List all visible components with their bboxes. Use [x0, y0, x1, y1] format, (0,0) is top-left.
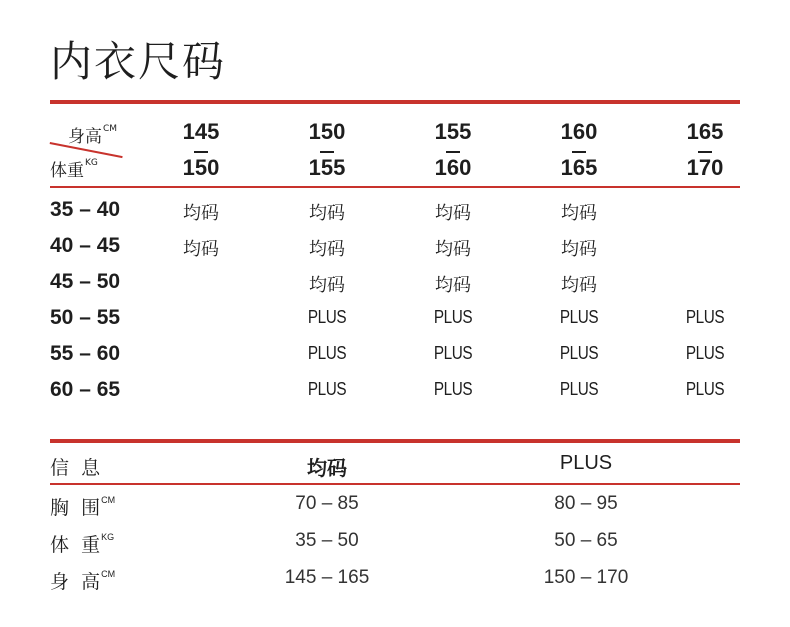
info-table-top-rule: [50, 439, 740, 443]
height-column-header: 160 165: [560, 119, 598, 180]
weight-row-label: 40 – 45: [50, 234, 121, 257]
size-cell: PLUS: [307, 379, 347, 399]
size-cell: PLUS: [307, 307, 347, 327]
weight-row-label: 50 – 55: [50, 306, 121, 329]
size-table-corner: [50, 116, 130, 182]
info-header-label: 信 息: [50, 457, 101, 479]
size-cell: PLUS: [685, 307, 725, 327]
info-header-plus: PLUS: [559, 452, 613, 474]
size-cell: 均码: [183, 203, 219, 224]
info-row-label: 身 高$^{CM}$: [50, 569, 116, 593]
size-cell: 均码: [435, 275, 471, 296]
title-divider: [50, 100, 740, 104]
size-cell: 均码: [309, 275, 345, 296]
size-cell: 均码: [561, 239, 597, 260]
info-value: 70 – 85: [295, 493, 359, 514]
size-cell: PLUS: [433, 379, 473, 399]
info-row-label: 胸 围$^{CM}$: [50, 495, 116, 519]
info-value: 150 – 170: [543, 567, 629, 588]
weight-row-label: 55 – 60: [50, 342, 121, 365]
size-cell: 均码: [309, 203, 345, 224]
size-cell: 均码: [183, 239, 219, 260]
weight-row-label: 45 – 50: [50, 270, 121, 293]
corner-height-label: 身高$^{CM}$: [68, 124, 118, 147]
height-column-header: 150 155: [308, 119, 346, 180]
size-cell: PLUS: [685, 343, 725, 363]
info-row-label: 体 重$^{KG}$: [50, 532, 115, 556]
weight-row-label: 35 – 40: [50, 198, 121, 221]
size-cell: 均码: [561, 275, 597, 296]
size-cell: PLUS: [559, 307, 599, 327]
size-cell: PLUS: [433, 307, 473, 327]
info-value: 35 – 50: [295, 530, 359, 551]
height-column-header: 155 160: [434, 119, 472, 180]
page-title: 内衣尺码: [50, 37, 227, 86]
height-column-header: 145 150: [182, 119, 220, 180]
size-cell: PLUS: [685, 379, 725, 399]
info-value: 50 – 65: [554, 530, 618, 551]
weight-row-label: 60 – 65: [50, 378, 121, 401]
size-cell: 均码: [309, 239, 345, 260]
info-header-regular: 均码: [307, 456, 347, 480]
size-cell: 均码: [435, 239, 471, 260]
size-header-divider: [50, 186, 740, 188]
size-cell: 均码: [561, 203, 597, 224]
size-cell: PLUS: [559, 379, 599, 399]
info-header-divider: [50, 483, 740, 485]
height-column-header: 165 170: [686, 119, 724, 180]
info-value: 80 – 95: [554, 493, 618, 514]
corner-weight-label: 体重$^{KG}$: [50, 158, 98, 181]
size-cell: 均码: [435, 203, 471, 224]
info-value: 145 – 165: [284, 567, 370, 588]
size-cell: PLUS: [433, 343, 473, 363]
size-cell: PLUS: [307, 343, 347, 363]
size-cell: PLUS: [559, 343, 599, 363]
